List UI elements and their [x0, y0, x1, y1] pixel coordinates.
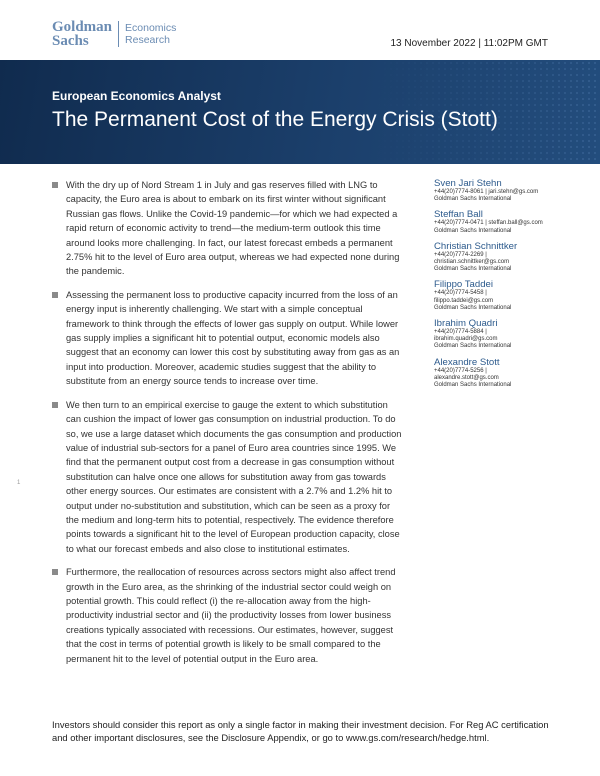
report-title: The Permanent Cost of the Energy Crisis (Stott)	[52, 108, 498, 131]
author-email: alexandre.stott@gs.com	[434, 374, 499, 381]
author-email: christian.schnittker@gs.com	[434, 259, 510, 266]
author-entry	[434, 357, 574, 390]
author-entry	[434, 241, 574, 274]
author-entry	[434, 178, 574, 203]
page-header	[0, 0, 600, 60]
bullet-square-icon	[52, 569, 58, 575]
author-firm: Goldman Sachs International	[434, 343, 512, 350]
logo-line-1: Goldman	[52, 19, 113, 35]
author-name: Steffan Ball	[434, 209, 483, 221]
author-firm: Goldman Sachs International	[434, 382, 512, 389]
author-name: Sven Jari Stehn	[434, 178, 502, 189]
author-name: Christian Schnittker	[434, 240, 518, 252]
author-entry	[434, 209, 574, 234]
division-name	[125, 22, 176, 46]
division-line-1: Economics	[125, 22, 177, 34]
bullet-point	[52, 565, 402, 666]
bullet-text: We then turn to an empirical exercise to gauge the extent to which substitution can cushion the impact of lower gas consumption on industrial production. To do so, we use a large dataset which documents the gas consumption and production value of industrial sub-sectors for a panel of Euro area countries since 1995. We find that the permanent output cost from a decrease in gas consumption without substitution can halve once one allows for substitution away from gas towards other energy sources. Our estimates are consistent with a 2.7% and 1.2% hit to output under no-substitution and substitution, which can be seen as a proxy for the medium and long-term hits to potential, respectively. The evidence therefore points towards a significant hit to the level of European production capacity, close to what our forecast embeds and also close to institutional estimates.	[66, 399, 402, 554]
author-firm: Goldman Sachs International	[434, 304, 512, 311]
author-contact: +44(20)7774-8061 | jari.stehn@gs.com	[434, 189, 539, 195]
author-name: Ibrahim Quadri	[434, 318, 498, 330]
author-name: Alexandre Stott	[434, 356, 500, 368]
division-line-2: Research	[125, 34, 170, 46]
author-email: filippo.taddei@gs.com	[434, 297, 494, 304]
author-firm: Goldman Sachs International	[434, 266, 512, 273]
bullet-square-icon	[52, 402, 58, 408]
author-contact: +44(20)7774-5458 |	[434, 290, 487, 297]
logo-divider	[118, 21, 119, 47]
author-contact: +44(20)7774-5884 |	[434, 329, 487, 336]
author-entry	[434, 279, 574, 312]
author-firm: Goldman Sachs International	[434, 196, 512, 203]
author-name: Filippo Taddei	[434, 279, 494, 291]
logo-line-2: Sachs	[52, 33, 89, 49]
series-name: European Economics Analyst	[52, 89, 221, 103]
author-contact: +44(20)7774-2269 |	[434, 251, 487, 258]
author-list	[434, 178, 574, 395]
bullet-square-icon	[52, 182, 58, 188]
bullet-square-icon	[52, 292, 58, 298]
page-side-mark: 1	[17, 480, 21, 486]
author-contact: +44(20)7774-0471 | steffan.ball@gs.com	[434, 220, 543, 227]
author-email: ibrahim.quadri@gs.com	[434, 336, 498, 343]
author-entry	[434, 318, 574, 351]
bullet-text: Assessing the permanent loss to productive capacity incurred from the loss of an energy input is inherently challenging. We start with a simple conceptual framework to think through the effects of lower gas supply on output. While lower gas supply implies a significant hit to potential output, economic models also suggest that an economy can lower this cost by substituting away from gas as an input into production. Moreover, academic studies suggest that the ability to substitute from an energy source tends to increase over time.	[66, 289, 400, 387]
bullet-text: With the dry up of Nord Stream 1 in July and gas reserves filled with LNG to capacity, the Euro area is about to embark on its first winter without significant Russian gas flows. Unlike the Covid-19 pandemic—for which we had expected a rapid return of economic activity to trend—the medium-term outlook this time around looks more challenging. In fact, our latest forecast embeds a permanent 2.75% hit to the level of Euro area output, whereas we had expected none during the pandemic.	[66, 180, 400, 277]
author-firm: Goldman Sachs International	[434, 227, 512, 234]
disclosure-footer: Investors should consider this report as only a single factor in making their investment decision. For Reg AC certification and other important disclosures, see the Disclosure Appendix, or go to www.gs.com/research/hedge.html.	[52, 719, 549, 743]
goldman-sachs-logo	[52, 20, 176, 48]
bullet-point	[52, 288, 402, 389]
author-contact: +44(20)7774-5256 |	[434, 367, 487, 374]
logo-wordmark	[52, 20, 112, 48]
bullet-text: Furthermore, the reallocation of resources across sectors might also affect trend growth in the Euro area, as the shrinking of the industrial sector could weigh on potential growth. This could reflect (i) the re-allocation away from the high-productivity industrial sector and (ii) the productivity losses from lower business creations typically associated with recessions. Our estimates, however, suggest that the cost in terms of potential growth is likely to be small compared to the permanent hit to the level of potential output in the Euro area.	[66, 567, 396, 664]
summary-bullets	[52, 178, 402, 675]
bullet-point	[52, 178, 402, 279]
bullet-point	[52, 398, 402, 556]
title-banner	[0, 60, 600, 164]
publication-date: 13 November 2022 | 11:02PM GMT	[390, 38, 548, 49]
